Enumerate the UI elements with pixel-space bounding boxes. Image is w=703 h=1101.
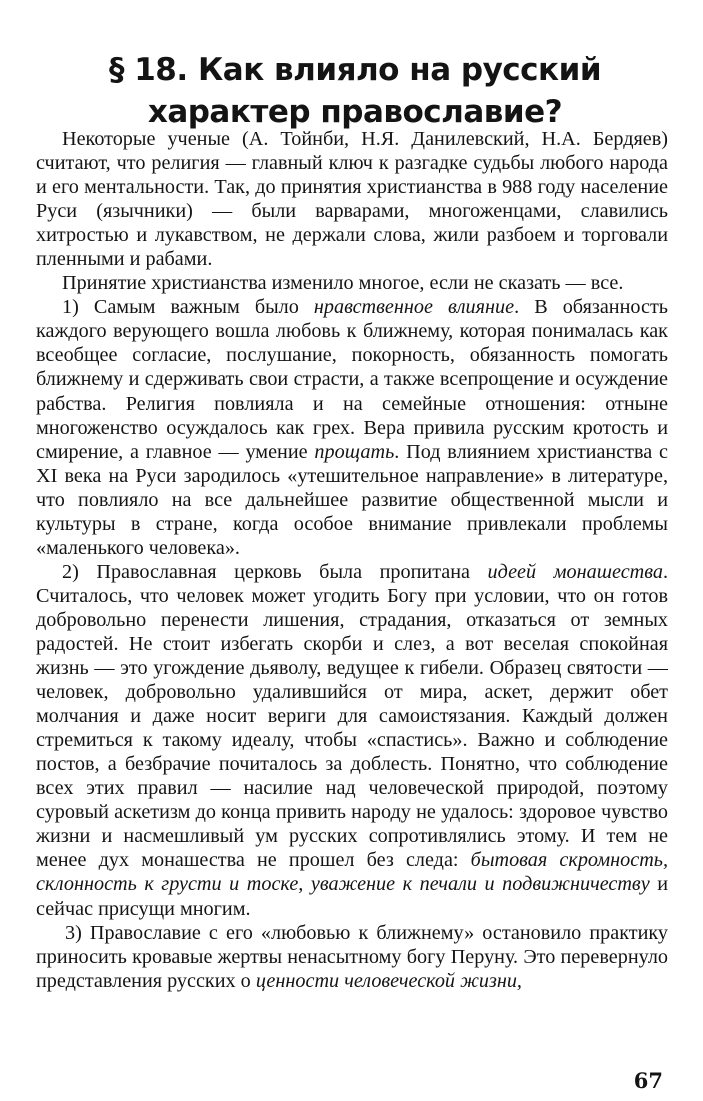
text-run: . Считалось, что человек может угодить Богу при условии, что он готов добровольно перенести лишения, страдания, отказаться от земных радостей. Не стоит избегать скорби и слез, а вот веселая спокойная жизнь — это угождение дьяволу, ведущее к гибели. Образец святости — человек, добровольно удалившийся от мира, аскет, держит обет молчания и даже носит вериги для самоистязания. Каждый должен стремиться к такому идеалу, чтобы «спастись». Важно и соблюдение постов, а безбрачие почиталось за доблесть. Понятно, что соблюдение всех этих правил — насилие над человеческой природой, поэтому суровый аскетизм до конца привить народу не удалось: здоровое чувство жизни и насмешливый ум русских сопротивлялись этому. И тем не менее дух монашества не прошел без следа: xyxy=(36,560,668,872)
text-run: и сейчас присущи многим. xyxy=(36,873,668,920)
emphasis-monasticism: идеей монашества xyxy=(487,560,663,583)
heading-line-2: характер православие? xyxy=(147,93,563,130)
paragraph-love-neighbor xyxy=(36,921,668,993)
emphasis-forgive: прощать xyxy=(314,440,395,463)
paragraph-monasticism xyxy=(36,560,668,921)
page-number: 67 xyxy=(633,1068,663,1093)
paragraph-moral-influence xyxy=(36,295,668,560)
text-run: 1) Самым важным было xyxy=(62,296,314,319)
text-run: . Под влиянием христианства с XI века на Руси зародилось «утешительное направление» в литературе, что повлияло на все дальнейшее развитие общественной мысли и культуры в стране, когда особое внимание привлекали проблемы «маленького человека». xyxy=(36,440,668,559)
emphasis-moral-influence: нравственное влияние xyxy=(313,296,515,319)
emphasis-human-life: ценности человеческой жизни, xyxy=(255,969,522,992)
paragraph-intro: Некоторые ученые (А. Тойнби, Н.Я. Данилевский, Н.А. Бердяев) считают, что религия — главный ключ к разгадке судьбы любого народа и его ментальности. Так, до принятия христианства в 988 году население Руси (язычники) — были варварами, многоженцами, славились хитростью и лукавством, не держали слова, жили разбоем и торговали пленными и рабами. xyxy=(36,128,668,271)
section-heading xyxy=(60,49,650,133)
paragraph-christianity: Принятие христианства изменило многое, если не сказать — все. xyxy=(62,272,624,295)
text-run: . В обязанность каждого верующего вошла любовь к ближнему, которая понималась как всеобщее согласие, послушание, покорность, обязанность помогать ближнему и сдерживать свои страсти, а также всепрощение и осуждение рабства. Религия повлияла и на семейные отношения: отныне многоженство осуждалось как грех. Вера привила русским кротость и смирение, а главное — умение xyxy=(36,296,668,463)
text-run: 3) Православие с его «любовью к ближнему» остановило практику приносить кровавые жертвы ненасытному богу Перуну. Это перевернуло представления русских о xyxy=(36,921,668,992)
emphasis-modesty: бытовая скромность, склонность к грусти и тоске, уважение к печали и подвижничеству xyxy=(36,849,669,896)
text-run: 2) Православная церковь была пропитана xyxy=(62,560,488,583)
heading-line-1: § 18. Как влияло на русский xyxy=(108,51,602,88)
body-text xyxy=(36,127,668,993)
